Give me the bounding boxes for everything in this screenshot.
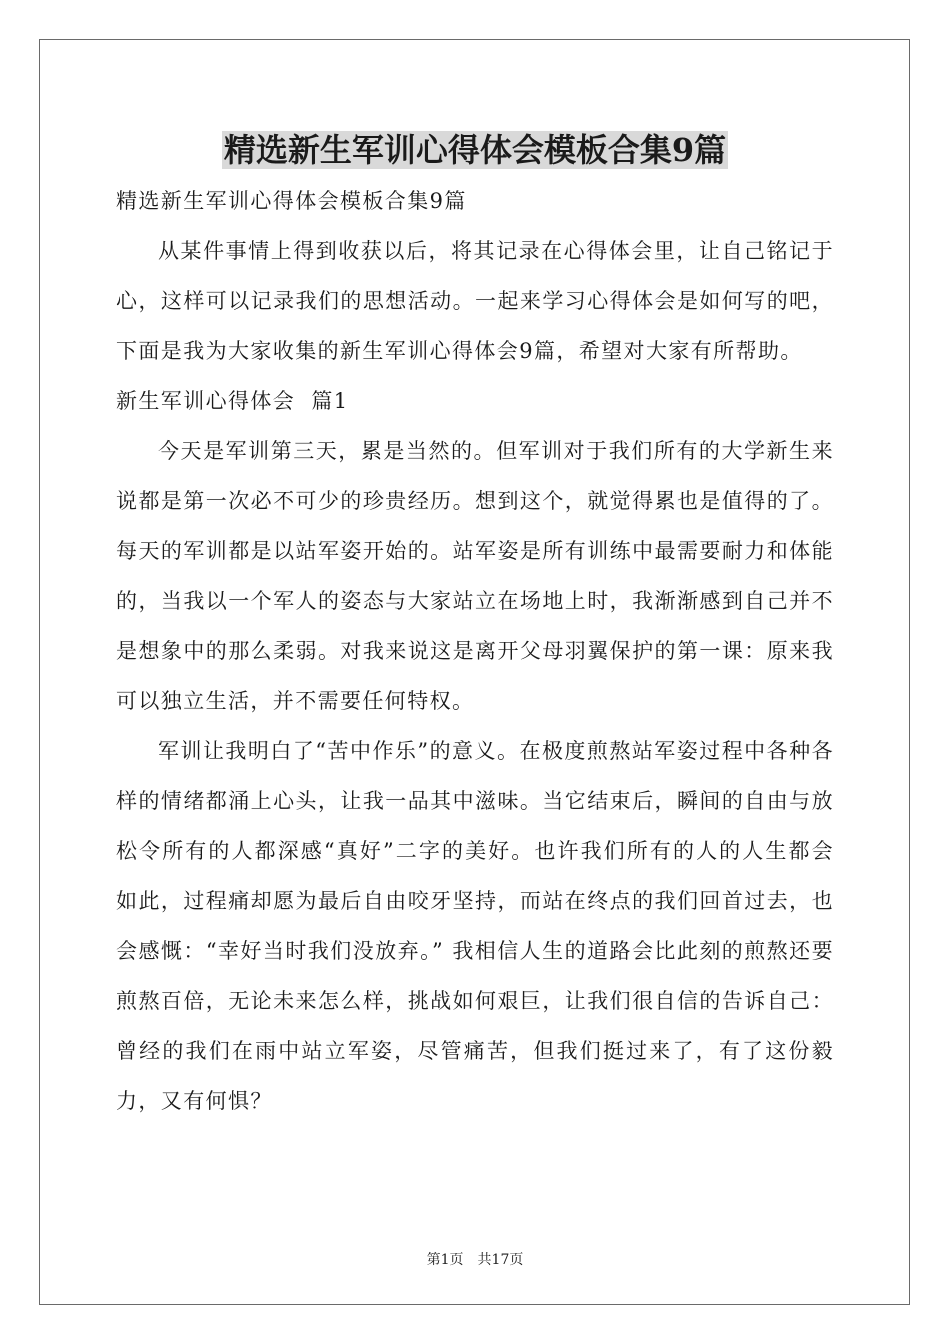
- body-paragraph-2: 军训让我明白了“苦中作乐”的意义。在极度煎熬站军姿过程中各种各样的情绪都涌上心头，让我一品其中滋味。当它结束后，瞬间的自由与放松令所有的人都深感“真好”二字的美好。也许我们所有的人的人生都会如此，过程痛却愿为最后自由咬牙坚持，而站在终点的我们回首过去，也会感慨：“幸好当时我们没放弃。” 我相信人生的道路会比此刻的煎熬还要煎熬百倍，无论未来怎么样，挑战如何艰巨，让我们很自信的告诉自己：曾经的我们在雨中站立军姿，尽管痛苦，但我们挺过来了，有了这份毅力，又有何惧？: [116, 739, 834, 1113]
- page-number: 第1页: [426, 1252, 464, 1268]
- document-subtitle: 精选新生军训心得体会模板合集9篇: [116, 189, 467, 213]
- page-total: 共17页: [477, 1252, 524, 1268]
- section-heading: 新生军训心得体会 篇1: [116, 389, 349, 413]
- document-title-text: 精选新生军训心得体会模板合集9篇: [223, 131, 727, 169]
- body-paragraph-1: 今天是军训第三天，累是当然的。但军训对于我们所有的大学新生来说都是第一次必不可少的珍贵经历。想到这个，就觉得累也是值得的了。每天的军训都是以站军姿开始的。站军姿是所有训练中最需要耐力和体能的，当我以一个军人的姿态与大家站立在场地上时，我渐渐感到自己并不是想象中的那么柔弱。对我来说这是离开父母羽翼保护的第一课：原来我可以独立生活，并不需要任何特权。: [116, 439, 834, 713]
- page-footer: [0, 1250, 950, 1270]
- document-title: [0, 126, 950, 174]
- document-body: [116, 176, 834, 1126]
- intro-paragraph: 从某件事情上得到收获以后，将其记录在心得体会里，让自己铭记于心，这样可以记录我们的思想活动。一起来学习心得体会是如何写的吧，下面是我为大家收集的新生军训心得体会9篇，希望对大家有所帮助。: [116, 239, 834, 363]
